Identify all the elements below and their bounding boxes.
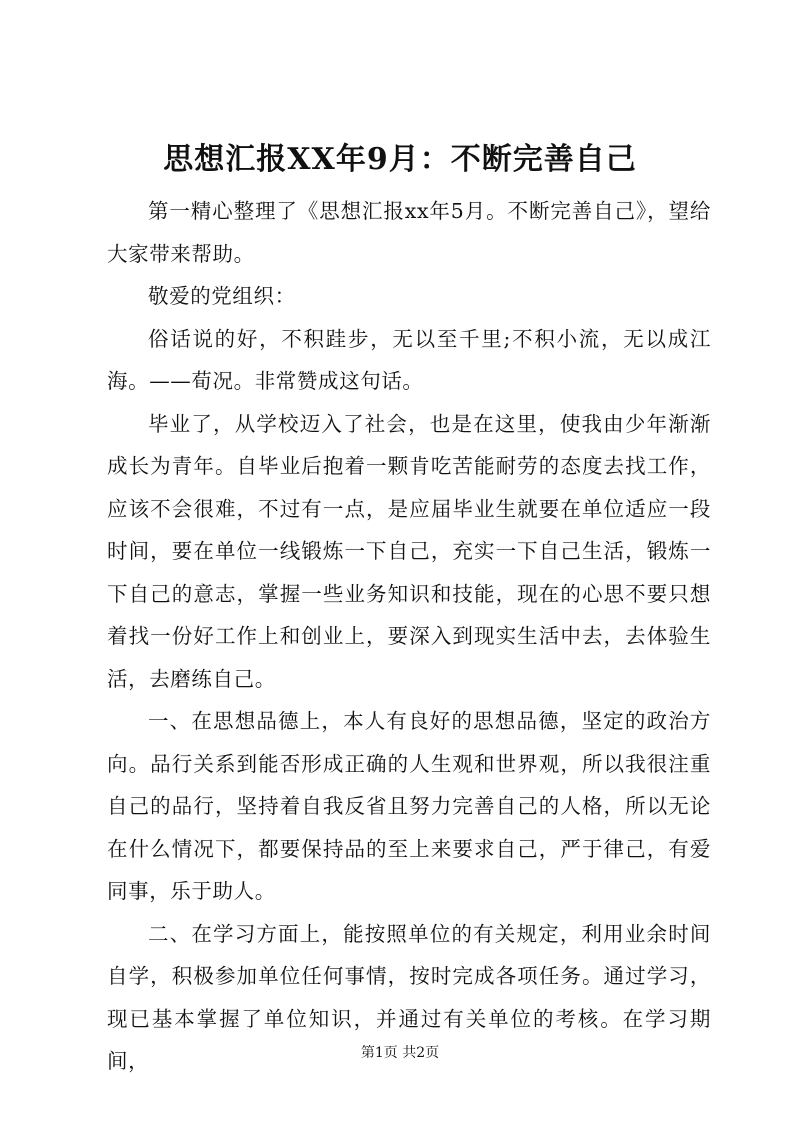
paragraph-graduation: 毕业了，从学校迈入了社会，也是在这里，使我由少年渐渐成长为青年。自毕业后抱着一颗肯吃苦能耐劳的态度去找工作，应该不会很难，不过有一点，是应届毕业生就要在单位适应一段时间，要在单位一线锻炼一下自己，充实一下自己生活，锻炼一下自己的意志，掌握一些业务知识和技能，现在的心思不要只想着找一份好工作上和创业上，要深入到现实生活中去，去体验生活，去磨练自己。 bbox=[107, 411, 711, 691]
paragraph-proverb: 俗话说的好，不积跬步，无以至千里;不积小流，无以成江海。——荀况。非常赞成这句话。 bbox=[107, 326, 711, 393]
paragraph-study: 二、在学习方面上，能按照单位的有关规定，利用业余时间自学，积极参加单位任何事情，按时完成各项任务。通过学习，现已基本掌握了单位知识，并通过有关单位的考核。在学习期间， bbox=[107, 921, 711, 1073]
document-body bbox=[107, 190, 711, 1083]
document-title: 思想汇报XX年9月：不断完善自己 bbox=[163, 142, 637, 177]
page-number-footer: 第1页 共2页 bbox=[360, 1045, 440, 1061]
paragraph-salutation: 敬爱的党组织： bbox=[148, 284, 296, 308]
paragraph-moral-character: 一、在思想品德上，本人有良好的思想品德，坚定的政治方向。品行关系到能否形成正确的人生观和世界观，所以我很注重自己的品行，坚持着自我反省且努力完善自己的人格，所以无论在什么情况下，都要保持品的至上来要求自己，严于律己，有爱同事，乐于助人。 bbox=[107, 709, 711, 903]
paragraph-intro: 第一精心整理了《思想汇报xx年5月。不断完善自己》，望给大家带来帮助。 bbox=[107, 199, 711, 266]
